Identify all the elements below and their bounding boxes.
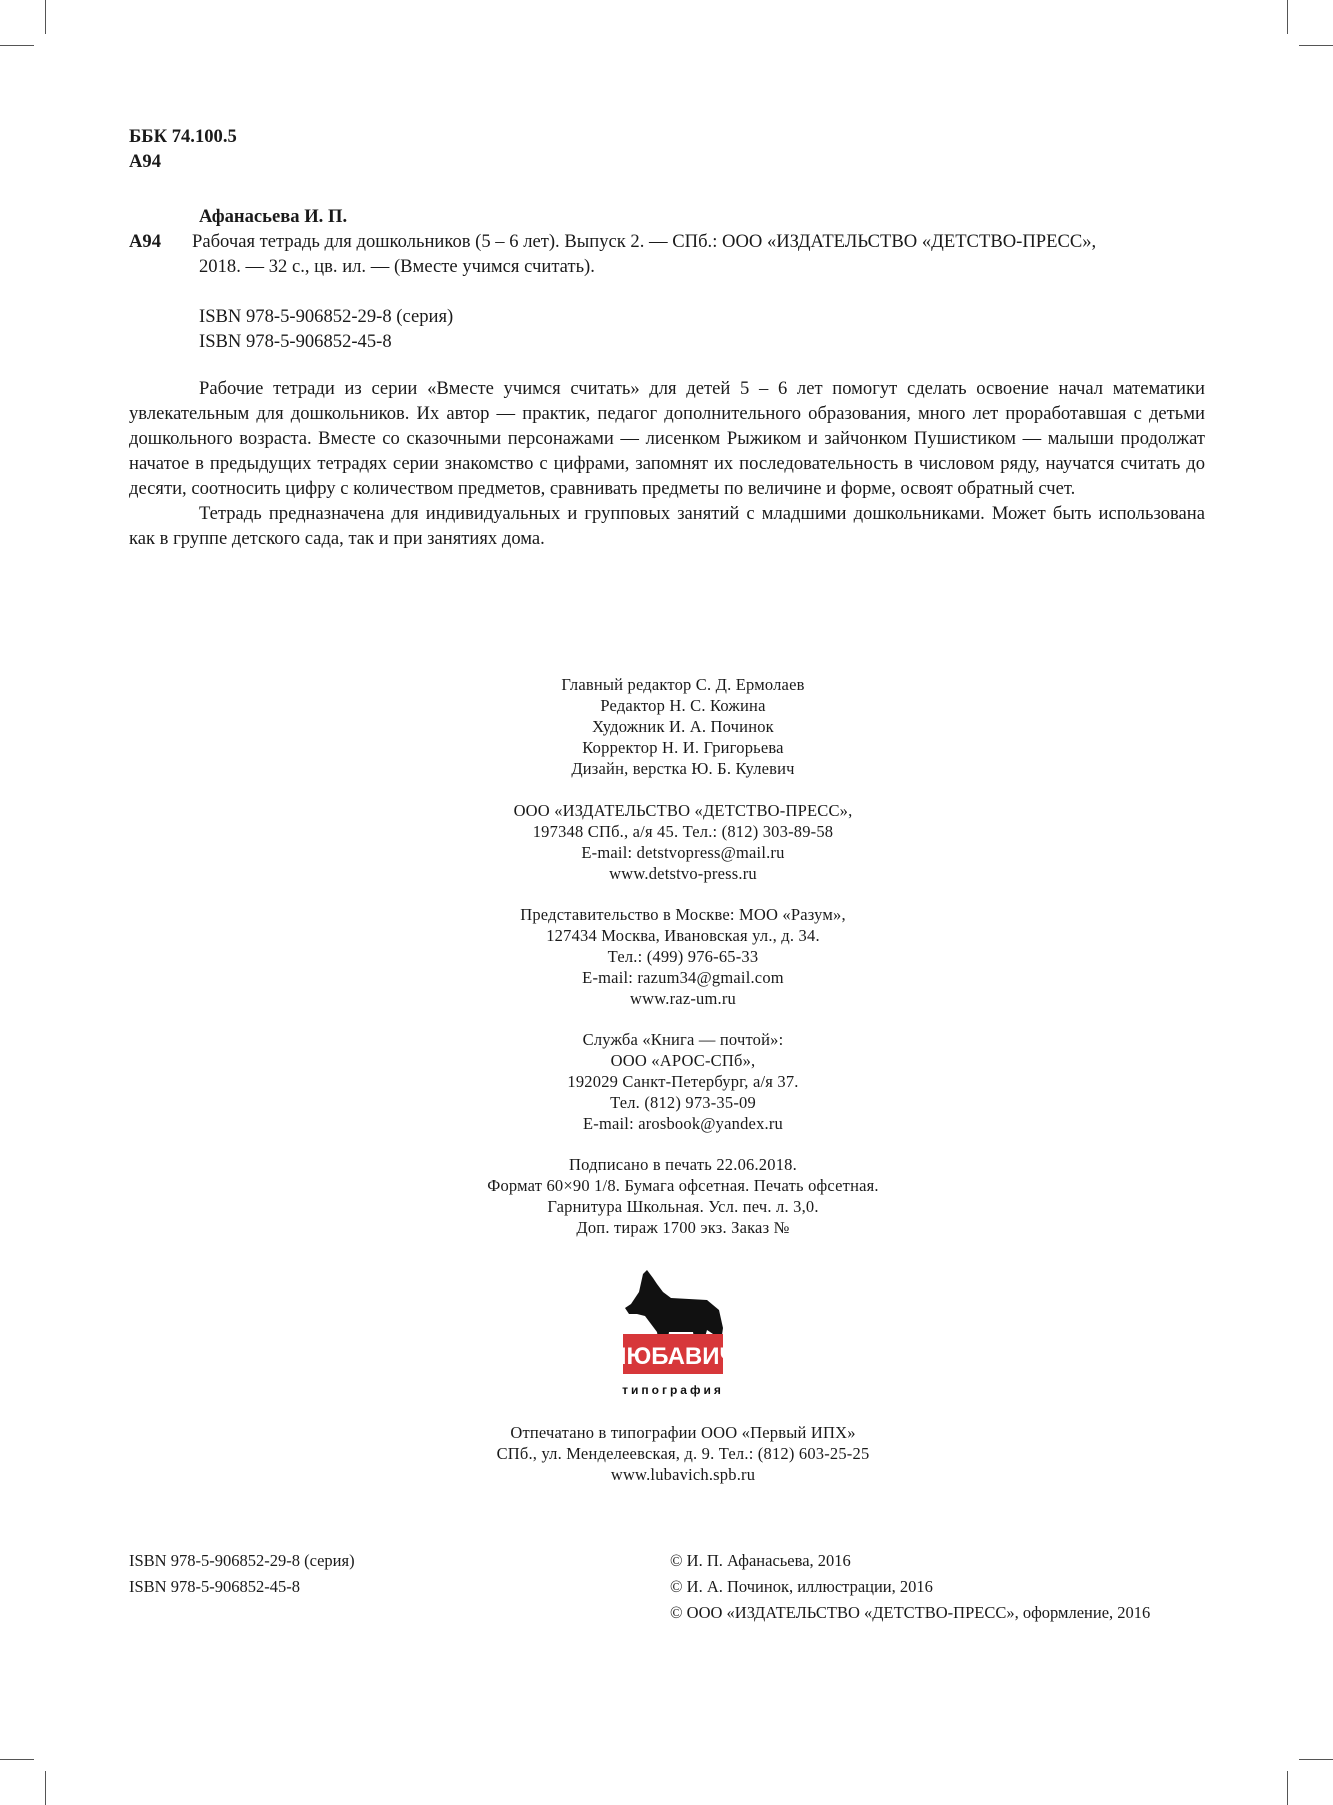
footer-isbn-book: ISBN 978-5-906852-45-8 (129, 1577, 300, 1596)
annotation (129, 376, 1205, 551)
entry-isbn: ISBN 978-5-906852-45-8 (199, 331, 392, 352)
editorial-credits (0, 674, 1333, 779)
credit-line: Дизайн, верстка Ю. Б. Кулевич (571, 759, 795, 778)
printer-website: www.lubavich.spb.ru (610, 1465, 756, 1484)
crop-mark-top-left-h (0, 45, 34, 46)
footer-isbn-series: ISBN 978-5-906852-29-8 (серия) (129, 1551, 355, 1570)
mail-line: Служба «Книга — почтой»: (582, 1030, 784, 1049)
print-line: Доп. тираж 1700 экз. Заказ № (576, 1218, 790, 1237)
mail-line: ООО «АРОС-СПб», (610, 1051, 756, 1070)
moscow-line: Представительство в Москве: МОО «Разум», (520, 905, 846, 924)
moscow-line: 127434 Москва, Ивановская ул., д. 34. (546, 926, 820, 945)
crop-mark-top-right-h (1299, 45, 1333, 46)
moscow-office (0, 904, 1333, 1009)
moscow-line: Тел.: (499) 976-65-33 (607, 947, 759, 966)
copyright-line: © ООО «ИЗДАТЕЛЬСТВО «ДЕТСТВО-ПРЕСС», оформление, 2016 (670, 1603, 1151, 1622)
credit-line: Корректор Н. И. Григорьева (582, 738, 784, 757)
moscow-email: E-mail: razum34@gmail.com (582, 968, 784, 987)
mail-email: E-mail: arosbook@yandex.ru (582, 1114, 783, 1133)
print-line: Гарнитура Школьная. Усл. печ. л. 3,0. (547, 1197, 819, 1216)
credit-line: Главный редактор С. Д. Ермолаев (561, 675, 805, 694)
mail-line: Тел. (812) 973-35-09 (610, 1093, 756, 1112)
publisher-line: 197348 СПб., а/я 45. Тел.: (812) 303-89-58 (532, 822, 834, 841)
entry-code: А94 (129, 231, 162, 252)
crop-mark-bottom-right-h (1299, 1759, 1333, 1760)
publisher-contacts (0, 800, 1333, 884)
entry-author: Афанасьева И. П. (199, 206, 348, 227)
entry-title-row (129, 229, 1205, 254)
scottish-terrier-icon (611, 1270, 731, 1400)
credit-line: Редактор Н. С. Кожина (600, 696, 766, 715)
printer-logo (611, 1270, 731, 1400)
print-line: Формат 60×90 1/8. Бумага офсетная. Печать офсетная. (487, 1176, 879, 1195)
credit-line: Художник И. А. Починок (592, 717, 774, 736)
bbk-code: ББК 74.100.5 (129, 126, 237, 147)
entry-line-2: 2018. — 32 с., цв. ил. — (Вместе учимся считать). (199, 256, 595, 277)
copyright-line: © И. П. Афанасьева, 2016 (670, 1551, 851, 1570)
publisher-line: ООО «ИЗДАТЕЛЬСТВО «ДЕТСТВО-ПРЕСС», (513, 801, 853, 820)
printer-info (0, 1422, 1333, 1485)
bibliographic-entry (129, 204, 1205, 354)
crop-mark-bottom-left (45, 1771, 46, 1805)
printer-line: СПб., ул. Менделеевская, д. 9. Тел.: (812) 603-25-25 (496, 1444, 870, 1463)
annotation-paragraph-2: Тетрадь предназначена для индивидуальных и групповых занятий с младшими дошкольниками. Может быть использована как в группе детского сада, так и при занятиях дома. (129, 503, 1205, 549)
logo-name: ЛЮБАВИЧ (611, 1343, 731, 1370)
footer-isbn (129, 1548, 355, 1600)
printer-line: Отпечатано в типографии ООО «Первый ИПХ» (510, 1423, 856, 1442)
crop-mark-top-right (1287, 0, 1288, 34)
crop-mark-bottom-left-h (0, 1759, 34, 1760)
print-line: Подписано в печать 22.06.2018. (569, 1155, 797, 1174)
entry-isbn-series: ISBN 978-5-906852-29-8 (серия) (199, 306, 454, 327)
logo-subtitle: типография (622, 1383, 724, 1397)
author-sign: А94 (129, 151, 162, 172)
annotation-paragraph-1: Рабочие тетради из серии «Вместе учимся считать» для детей 5 – 6 лет помогут сделать освоение начал математики увлекательным для дошкольников. Их автор — практик, педагог дополнительного образования, много лет проработавшая с детьми дошкольного возраста. Вместе со сказочными персонажами — лисенком Рыжиком и зайчонком Пушистиком — малыши продолжат начатое в предыдущих тетрадях серии знакомство с цифрами, запомнят их последовательность в числовом ряду, научатся считать до десяти, соотносить цифру с количеством предметов, сравнивать предметы по величине и форме, освоят обратный счет. (129, 378, 1205, 499)
publisher-email: E-mail: detstvopress@mail.ru (581, 843, 785, 862)
copyright-block (670, 1548, 1150, 1626)
moscow-website: www.raz-um.ru (630, 989, 736, 1008)
copyright-line: © И. А. Починок, иллюстрации, 2016 (670, 1577, 933, 1596)
mail-order-service (0, 1029, 1333, 1134)
crop-mark-bottom-right (1287, 1771, 1288, 1805)
bbk-block (129, 124, 1205, 174)
crop-mark-top-left (45, 0, 46, 34)
print-info (0, 1154, 1333, 1238)
entry-line-1: Рабочая тетрадь для дошкольников (5 – 6 лет). Выпуск 2. — СПб.: ООО «ИЗДАТЕЛЬСТВО «ДЕТСТВО-ПРЕСС», (192, 231, 1097, 252)
publisher-website: www.detstvo-press.ru (609, 864, 757, 883)
mail-line: 192029 Санкт-Петербург, а/я 37. (567, 1072, 799, 1091)
